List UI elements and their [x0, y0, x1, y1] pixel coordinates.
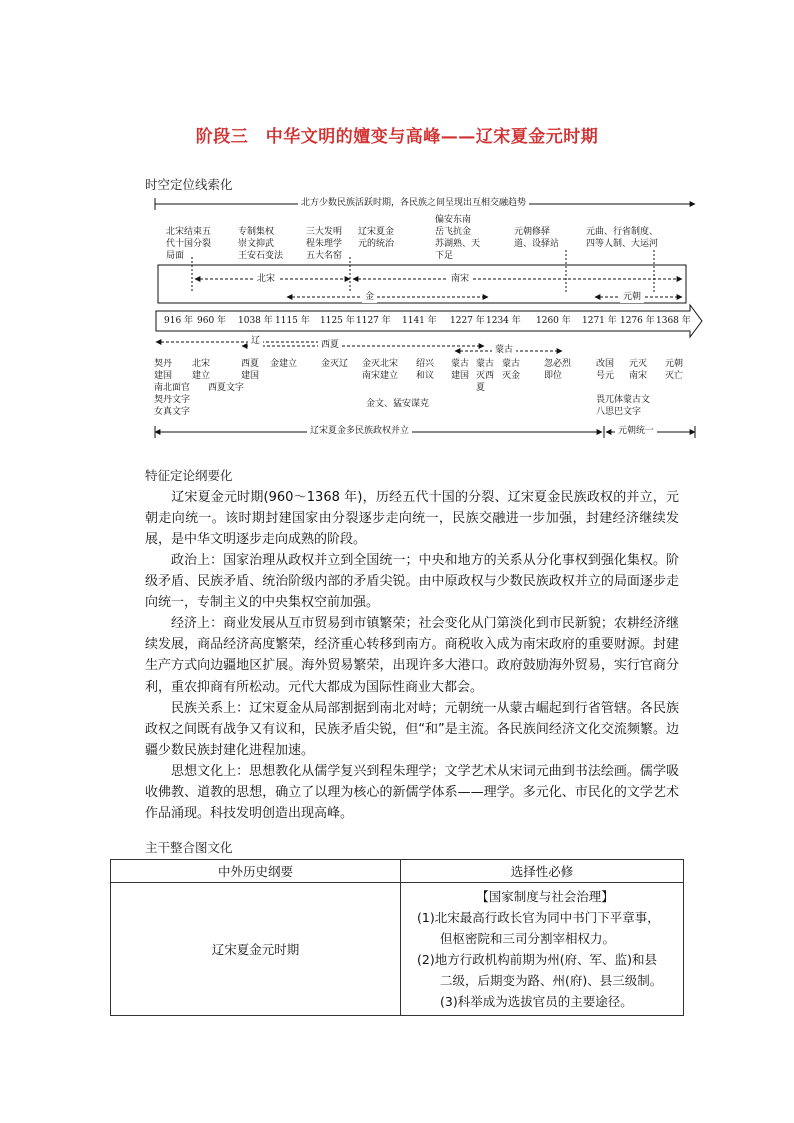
table-header-row — [111, 860, 684, 883]
period-south-song: 南宋 — [448, 273, 472, 285]
timeline-year: 1125 年 — [320, 316, 355, 326]
content-line: (1)北宋最高行政长官为同中书门下平章事， — [417, 910, 660, 925]
timeline-event-below: 金灭辽 — [321, 359, 349, 369]
timeline-event-below: 蒙古 建国 — [451, 359, 470, 381]
timeline-year: 1234 年 — [486, 316, 521, 326]
table-row — [111, 883, 684, 1016]
timeline-year: 1141 年 — [402, 316, 437, 326]
timeline-event-below: 绍兴 和议 — [416, 359, 435, 381]
paragraph-text: 辽宋夏金元时期(960～1368 年)，历经五代十国的分裂、辽宋夏金民族政权的并立，元朝走向统一。该时期封建国家由分裂逐步走向统一，民族交融进一步加强，封建经济继续发展，是中华文明逐步走向成熟的阶段。 — [145, 490, 679, 548]
timeline-event-above: 三大发明 程朱理学 五大名窑 — [306, 227, 343, 261]
timeline-event-above: 北宋结束五 代十国分裂 局面 — [166, 227, 212, 261]
timeline-year: 960 年 — [197, 316, 227, 326]
section-heading-table: 主干整合图文化 — [145, 840, 233, 855]
paragraph-economy — [145, 613, 679, 698]
timeline-event-below: 金建立 — [270, 359, 298, 369]
timeline-note-below: 西夏文字 — [208, 383, 245, 393]
summary-table — [110, 859, 684, 1016]
timeline-event-above: 偏安东南 岳飞抗金 苏湖熟、天 下足 — [435, 215, 481, 261]
paragraph-culture — [145, 761, 679, 825]
table-cell-period: 辽宋夏金元时期 — [111, 883, 401, 1016]
paragraph-text: 民族关系上：辽宋夏金从局部割据到南北对峙；元朝统一从蒙古崛起到行省管辖。各民族政权之间既有战争又有议和，民族矛盾尖锐，但“和”是主流。各民族间经济文化交流频繁。边疆少数民族封建化进程加速。 — [145, 701, 679, 759]
period-jin: 金 — [362, 291, 377, 303]
period-mongol: 蒙古 — [492, 344, 516, 356]
timeline-year: 1276 年 — [620, 316, 655, 326]
timeline-year: 1227 年 — [450, 316, 485, 326]
table-cell-content — [401, 883, 684, 1016]
timeline-event-above: 专制集权 崇文抑武 王安石变法 — [238, 227, 284, 261]
timeline-year: 1368 年 — [656, 316, 691, 326]
timeline-event-below: 北宋 建立 — [192, 359, 211, 381]
paragraph-ethnic-relations — [145, 698, 679, 762]
timeline-year: 1260 年 — [536, 316, 571, 326]
timeline-note-below: 南北面官 契丹文字 女真文字 — [154, 383, 191, 417]
table-header-right: 选择性必修 — [401, 860, 684, 883]
section-heading-features: 特征定论纲要化 — [145, 468, 233, 483]
paragraph-text: 思想文化上：思想教化从儒学复兴到程朱理学；文学艺术从宋词元曲到书法绘画。儒学吸收佛教、道教的思想，确立了以理为核心的新儒学体系——理学。多元化、市民化的文学艺术作品涌现。科技发明创造出现高峰。 — [145, 764, 679, 822]
content-line: 二级，后期变为路、州(府)、县三级制。 — [440, 973, 663, 988]
timeline-event-below: 契丹 建国 — [154, 359, 173, 381]
paragraph-text: 政治上：国家治理从政权并立到全国统一；中央和地方的关系从分化事权到强化集权。阶级矛盾、民族矛盾、统治阶级内部的矛盾尖锐。由中原政权与少数民族政权并立的局面逐步走向统一，专制主义的中央集权空前加强。 — [145, 553, 679, 611]
table-header-left: 中外历史纲要 — [111, 860, 401, 883]
content-line: (2)地方行政机构前期为州(府、军、监)和县 — [417, 952, 657, 967]
timeline-event-below: 元灭 南宋 — [629, 359, 648, 381]
timeline-bottom-span-left: 辽宋夏金多民族政权并立 — [307, 425, 412, 437]
timeline-event-above: 元曲、行省制度、 四等人制、大运河 — [586, 227, 659, 249]
timeline-event-above: 元朝修驿 道、设驿站 — [514, 227, 560, 249]
timeline-bottom-span-right: 元朝统一 — [615, 425, 657, 437]
timeline-note-below: 金文、猛安谋克 — [366, 399, 430, 409]
timeline-event-below: 西夏 建国 — [241, 359, 260, 381]
timeline-year: 1127 年 — [356, 316, 391, 326]
timeline-event-below: 忽必烈 即位 — [544, 359, 572, 381]
period-north-song: 北宋 — [254, 273, 278, 285]
section-heading-timeline: 时空定位线索化 — [145, 177, 233, 192]
page-title: 阶段三 中华文明的嬗变与高峰——辽宋夏金元时期 — [195, 127, 599, 147]
paragraph-politics — [145, 550, 679, 614]
timeline-event-below: 蒙古 灭西 夏 — [476, 359, 495, 393]
timeline-year: 916 年 — [164, 316, 194, 326]
timeline-year: 1271 年 — [582, 316, 617, 326]
content-line: 但枢密院和三司分割宰相权力。 — [440, 931, 616, 946]
timeline-event-below: 元朝 灭亡 — [665, 359, 684, 381]
timeline-year: 1115 年 — [275, 316, 310, 326]
paragraph-text: 经济上：商业发展从互市贸易到市镇繁荣；社会变化从门第淡化到市民新貌；农耕经济继续发展，商品经济高度繁荣，经济重心转移到南方。商税收入成为南宋政府的重要财源。封建生产方式向边疆地区扩展。海外贸易繁荣，出现许多大港口。政府鼓励海外贸易，实行官商分利，重农抑商有所松动。元代大都成为国际性商业大都会。 — [145, 616, 679, 695]
timeline-note-below: 畏兀体蒙古文 八思巴文字 — [596, 395, 651, 417]
period-liao: 辽 — [248, 335, 263, 347]
content-line: (3)科举成为选拔官员的主要途径。 — [440, 994, 633, 1009]
paragraph-intro — [145, 487, 679, 551]
timeline-event-below: 金灭北宋 南宋建立 — [362, 359, 399, 381]
timeline-diagram — [150, 190, 710, 445]
timeline-event-below: 改国 号元 — [596, 359, 615, 381]
timeline-top-span: 北方少数民族活跃时期，各民族之间呈现出互相交融趋势 — [298, 197, 529, 209]
timeline-year: 1038 年 — [238, 316, 273, 326]
period-xixia: 西夏 — [318, 339, 342, 351]
period-yuan: 元朝 — [620, 291, 644, 303]
timeline-event-above: 辽宋夏金 元的统治 — [358, 227, 395, 249]
timeline-event-below: 蒙古 灭金 — [502, 359, 521, 381]
content-heading: 【国家制度与社会治理】 — [476, 889, 614, 904]
